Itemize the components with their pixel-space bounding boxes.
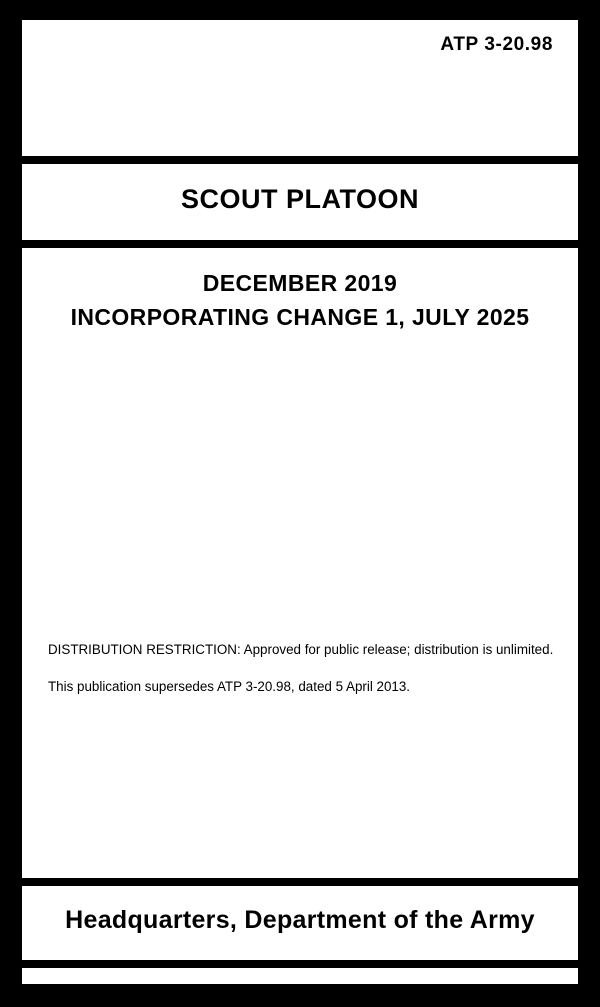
- bottom-strip: [22, 968, 578, 984]
- main-panel: [22, 248, 578, 878]
- change-notice: INCORPORATING CHANGE 1, JULY 2025: [70, 304, 530, 330]
- title-panel: [22, 164, 578, 240]
- document-title: SCOUT PLATOON: [180, 184, 419, 214]
- footer-panel: [22, 886, 578, 960]
- supersedes-notice: This publication supersedes ATP 3-20.98, dated 5 April 2013.: [48, 679, 411, 694]
- publication-date: DECEMBER 2019: [202, 270, 398, 296]
- distribution-restriction: DISTRIBUTION RESTRICTION: Approved for public release; distribution is unlimited.: [48, 642, 554, 657]
- issuing-authority: Headquarters, Department of the Army: [65, 906, 535, 934]
- header-panel: [22, 20, 578, 156]
- publication-number: ATP 3-20.98: [440, 34, 553, 55]
